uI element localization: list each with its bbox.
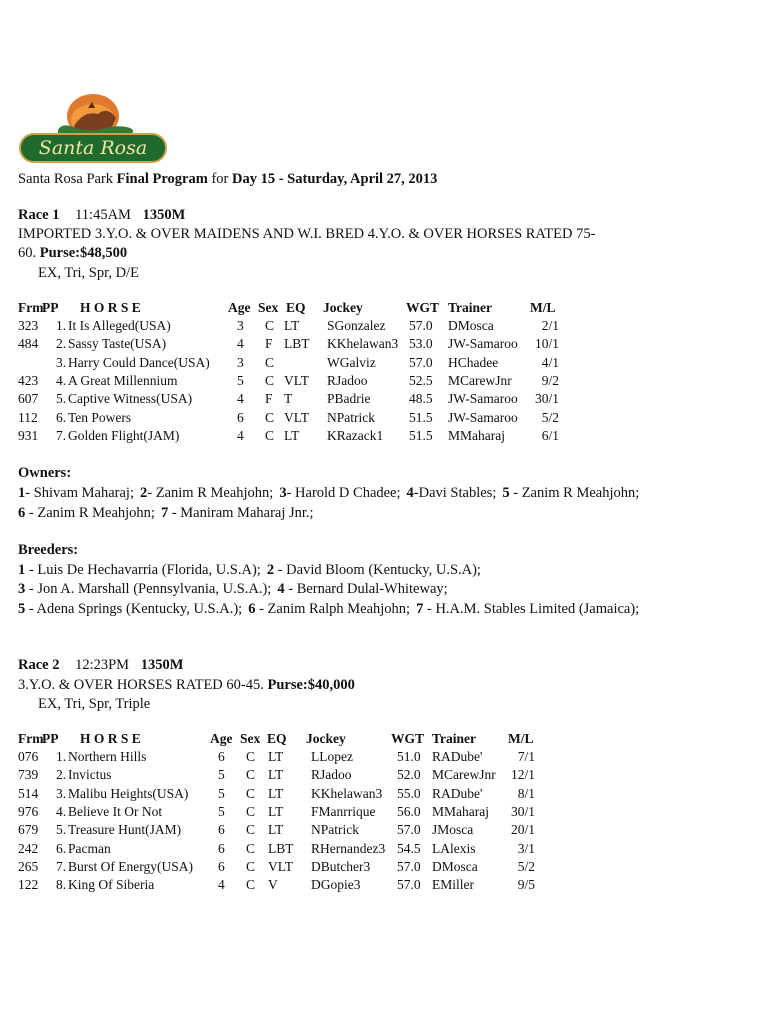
owner-entry [161,505,314,521]
owner-entry-separator: - [147,485,156,501]
breeder-entry-name: H.A.M. Stables Limited (Jamaica); [435,601,640,617]
cell-weight: 52.5 [409,372,433,388]
breeder-entry [248,601,410,617]
owner-entry-number: 6 [18,505,26,521]
cell-weight: 57.0 [397,822,421,838]
breeder-entry [18,581,271,597]
column-header-horse: H O R S E [80,731,141,746]
cell-morning-line: 5/2 [541,409,559,425]
cell-pp: 2. [56,336,67,352]
cell-sex: C [246,785,256,801]
cell-sex: C [246,767,256,783]
race1-conditions-line2 [18,244,127,262]
cell-trainer: MMaharaj [432,803,489,819]
breeders-line1 [18,561,481,579]
cell-horse: Pacman [68,840,111,856]
breeder-entry-name: Luis De Hechavarria (Florida, U.S.A); [37,562,261,578]
owner-entry-number: 3 [279,485,287,501]
breeder-entry [277,581,447,597]
cell-pp: 1. [56,318,67,333]
cell-weight: 57.0 [409,318,433,333]
race1-purse-label: Purse: [39,245,81,261]
cell-trainer: EMiller [432,877,474,893]
owner-entry [502,485,639,501]
breeder-entry-name: Jon A. Marshall (Pennsylvania, U.S.A.); [37,581,272,597]
cell-morning-line: 9/2 [541,372,559,388]
cell-jockey: RJadoo [311,767,352,783]
table-row [18,373,578,391]
logo-text: Santa Rosa [38,137,148,159]
column-header-sex: Sex [258,300,279,315]
cell-trainer: JW-Samaroo [448,391,518,407]
owners-heading: Owners: [18,465,72,481]
table-row [18,822,578,840]
cell-trainer: HChadee [448,354,499,370]
breeders-line2 [18,580,448,598]
cell-weight: 51.5 [409,409,433,425]
table-row [18,767,578,785]
race1-bets: EX, Tri, Spr, D/E [38,265,139,281]
cell-eq: V [268,877,278,893]
breeder-entry-name: David Bloom (Kentucky, U.S.A); [286,562,481,578]
cell-pp: 5. [56,822,67,838]
cell-weight: 53.0 [409,336,433,352]
cell-eq: LT [268,749,284,764]
table-header [18,731,578,749]
cell-horse: A Great Millennium [68,372,178,388]
cell-eq: LT [284,318,300,333]
breeder-entry-separator: - [255,601,268,617]
cell-horse: It Is Alleged(USA) [68,318,171,333]
cell-jockey: NPatrick [311,822,359,838]
owner-entry-name: Davi Stables; [418,485,497,501]
cell-sex: C [265,427,275,443]
race1-conditions-line1: IMPORTED 3.Y.O. & OVER MAIDENS AND W.I. BRED 4.Y.O. & OVER HORSES RATED 75- [18,226,596,242]
cell-sex: C [246,840,256,856]
cell-weight: 48.5 [409,391,433,407]
cell-pp: 7. [56,427,67,443]
table-row [18,410,578,428]
cell-pp: 3. [56,354,67,370]
race2-header [18,656,183,674]
cell-age: 4 [237,336,244,352]
race2-time: 12:23PM [75,657,130,673]
cell-eq: VLT [284,372,310,388]
cell-morning-line: 7/1 [517,749,535,764]
cell-form: 265 [18,858,39,874]
breeder-entry-separator: - [25,601,37,617]
day-date: Day 15 - Saturday, April 27, 2013 [232,171,438,187]
cell-horse: Golden Flight(JAM) [68,427,180,443]
cell-sex: C [246,749,256,764]
cell-morning-line: 30/1 [534,391,559,407]
race1-header [18,206,185,224]
cell-form: 739 [18,767,39,783]
cell-eq: VLT [284,409,310,425]
column-header-ml: M/L [530,300,556,315]
cell-pp: 8. [56,877,67,893]
cell-trainer: RADube' [432,749,483,764]
cell-age: 3 [237,318,244,333]
cell-form: 112 [18,409,38,425]
owner-entry-name: Zanim R Meahjohn; [521,485,640,501]
cell-horse: Believe It Or Not [68,803,163,819]
breeder-entry-number: 2 [266,562,275,578]
owner-entry-number: 4 [406,485,414,501]
for-word: for [211,171,229,187]
cell-pp: 7. [56,858,67,874]
cell-morning-line: 8/1 [517,785,535,801]
race2-bets: EX, Tri, Spr, Triple [38,696,151,712]
cell-eq: LT [268,767,284,783]
cell-weight: 57.0 [397,858,421,874]
cell-sex: C [265,372,275,388]
table-row [18,355,578,373]
table-row [18,318,578,336]
cell-morning-line: 30/1 [510,803,535,819]
cell-trainer: JW-Samaroo [448,409,518,425]
cell-horse: Captive Witness(USA) [68,391,193,407]
column-header-trainer: Trainer [432,731,476,746]
table-row [18,786,578,804]
owner-entry [407,485,497,501]
breeders-heading: Breeders: [18,542,79,558]
cell-morning-line: 5/2 [517,858,535,874]
cell-sex: F [265,336,273,352]
breeder-entry-number: 6 [248,601,256,617]
column-header-ml: M/L [508,731,534,746]
breeder-entry [18,601,242,617]
breeder-entry-separator: - [25,581,38,597]
race2-distance: 1350M [140,657,184,673]
cell-pp: 6. [56,840,67,856]
column-header-frm: Frm [18,300,44,315]
cell-age: 6 [237,409,244,425]
cell-eq: LBT [284,336,310,352]
cell-age: 4 [237,391,244,407]
cell-age: 5 [237,372,244,388]
cell-form: 931 [18,427,39,443]
cell-eq: LT [268,785,284,801]
cell-age: 4 [237,427,244,443]
breeder-entry [18,562,261,578]
cell-form: 679 [18,822,39,838]
column-header-age: Age [228,300,251,315]
cell-trainer: MMaharaj [448,427,505,443]
owner-entry-separator: - [286,485,296,501]
owner-entry-number: 2 [140,485,148,501]
cell-horse: King Of Siberia [68,877,155,893]
cell-pp: 1. [56,749,67,764]
cell-form: 242 [18,840,39,856]
cell-age: 6 [218,858,225,874]
cell-form: 076 [18,749,39,764]
cell-sex: C [246,803,256,819]
race1-label: Race 1 [18,207,60,223]
cell-weight: 57.0 [397,877,421,893]
cell-eq: LBT [268,840,294,856]
cell-morning-line: 2/1 [541,318,559,333]
owner-entry-separator: - [413,485,419,501]
owner-entry-number: 7 [160,505,169,521]
cell-horse: Ten Powers [68,409,132,425]
cell-trainer: JMosca [432,822,474,838]
breeder-entry [416,601,639,617]
cell-sex: C [246,877,256,893]
owner-entry [18,505,155,521]
breeder-entry-number: 4 [277,581,285,597]
column-header-trainer: Trainer [448,300,492,315]
cell-morning-line: 20/1 [510,822,535,838]
cell-age: 6 [218,822,225,838]
cell-age: 5 [218,803,225,819]
breeders-line3 [18,600,639,618]
cell-trainer: RADube' [432,785,483,801]
cell-form: 514 [18,785,39,801]
cell-jockey: RHernandez3 [311,840,386,856]
table-header [18,300,578,318]
table-row [18,859,578,877]
cell-horse: Invictus [68,767,112,783]
cell-form: 122 [18,877,39,893]
owner-entry-separator: - [25,485,34,501]
race2-conditions-text: 3.Y.O. & OVER HORSES RATED 60-45. [18,677,264,693]
cell-horse: Treasure Hunt(JAM) [68,822,182,838]
breeder-entry-name: Zanim Ralph Meahjohn; [267,601,411,617]
race1-purse: $48,500 [80,245,128,261]
cell-eq: LT [268,803,284,819]
breeder-entry-number: 7 [416,601,424,617]
table-row [18,804,578,822]
park-name: Santa Rosa Park [18,171,114,187]
cell-horse: Northern Hills [68,749,147,764]
cell-jockey: SGonzalez [327,318,386,333]
breeder-entry-number: 5 [18,601,26,617]
cell-morning-line: 10/1 [534,336,559,352]
cell-sex: C [265,409,275,425]
column-header-pp: PP [42,731,59,746]
owner-entry-name: Shivam Maharaj; [33,485,134,501]
cell-jockey: NPatrick [327,409,375,425]
owner-entry-separator: - [25,505,38,521]
table-row [18,428,578,446]
cell-sex: F [265,391,273,407]
column-header-jockey: Jockey [323,300,363,315]
cell-trainer: JW-Samaroo [448,336,518,352]
table-row [18,336,578,354]
cell-weight: 56.0 [397,803,421,819]
cell-eq: VLT [268,858,294,874]
cell-weight: 57.0 [409,354,433,370]
breeder-entry-name: Bernard Dulal-Whiteway; [296,581,448,597]
cell-trainer: MCarewJnr [432,767,496,783]
cell-pp: 3. [56,785,67,801]
breeder-entry-number: 3 [18,581,26,597]
cell-morning-line: 6/1 [541,427,559,443]
cell-jockey: KRazack1 [327,427,384,443]
cell-horse: Malibu Heights(USA) [68,785,189,801]
cell-jockey: WGalviz [327,354,376,370]
cell-eq: T [284,391,293,407]
cell-horse: Burst Of Energy(USA) [68,858,193,874]
cell-eq: LT [268,822,284,838]
owner-entry-name: Harold D Chadee; [295,485,401,501]
cell-jockey: LLopez [311,749,353,764]
table-row [18,391,578,409]
column-header-wgt: WGT [391,731,425,746]
race2-purse: $40,000 [307,677,355,693]
cell-jockey: RJadoo [327,372,368,388]
column-header-pp: PP [42,300,59,315]
cell-age: 6 [218,840,225,856]
owner-entry-name: Zanim R Meahjohn; [155,485,274,501]
owner-entry-name: Maniram Maharaj Jnr.; [180,505,314,521]
table-row [18,841,578,859]
cell-jockey: KKhelawan3 [311,785,383,801]
cell-weight: 52.0 [397,767,421,783]
breeder-entry-separator: - [274,562,287,578]
cell-pp: 6. [56,409,67,425]
column-header-jockey: Jockey [306,731,346,746]
table-row [18,877,578,895]
cell-weight: 54.5 [397,840,421,856]
cell-form: 323 [18,318,39,333]
owner-entry [18,485,134,501]
owners-line2 [18,504,314,522]
race1-time: 11:45AM [75,207,131,223]
owner-entry-separator: - [509,485,522,501]
cell-weight: 51.5 [409,427,433,443]
cell-pp: 4. [56,803,67,819]
cell-age: 4 [218,877,225,893]
cell-form: 976 [18,803,39,819]
cell-trainer: MCarewJnr [448,372,512,388]
breeder-entry-separator: - [25,562,38,578]
column-header-eq: EQ [286,300,306,315]
cell-age: 6 [218,749,225,764]
cell-jockey: PBadrie [327,391,371,407]
cell-pp: 5. [56,391,67,407]
cell-morning-line: 3/1 [517,840,535,856]
cell-morning-line: 9/5 [517,877,535,893]
column-header-frm: Frm [18,731,44,746]
race1-conditions-end: 60. [18,245,37,261]
final-program-label: Final Program [116,171,208,187]
owner-entry-name: Zanim R Meahjohn; [37,505,155,521]
cell-sex: C [265,318,275,333]
breeder-entry [267,562,481,578]
cell-morning-line: 4/1 [541,354,559,370]
owner-entry [279,485,400,501]
cell-jockey: FManrrique [311,803,376,819]
cell-form: 607 [18,391,39,407]
cell-pp: 4. [56,372,67,388]
column-header-age: Age [210,731,233,746]
cell-jockey: KKhelawan3 [327,336,399,352]
table-row [18,749,578,767]
owner-entry [140,485,273,501]
cell-trainer: DMosca [448,318,494,333]
cell-jockey: DButcher3 [311,858,371,874]
owner-entry-number: 5 [502,485,510,501]
cell-age: 5 [218,767,225,783]
cell-trainer: LAlexis [432,840,476,856]
cell-sex: C [265,354,275,370]
column-header-eq: EQ [267,731,287,746]
cell-trainer: DMosca [432,858,478,874]
column-header-sex: Sex [240,731,261,746]
program-title [18,170,437,188]
race2-conditions [18,676,355,694]
column-header-wgt: WGT [406,300,440,315]
cell-age: 5 [218,785,225,801]
column-header-horse: H O R S E [80,300,141,315]
cell-weight: 51.0 [397,749,421,764]
owner-entry-separator: - [168,505,181,521]
breeder-entry-name: Adena Springs (Kentucky, U.S.A.); [36,601,243,617]
cell-horse: Harry Could Dance(USA) [68,354,210,370]
santa-rosa-logo [18,92,168,164]
race1-distance: 1350M [142,207,186,223]
cell-morning-line: 12/1 [510,767,535,783]
breeder-entry-number: 1 [18,562,26,578]
cell-sex: C [246,858,256,874]
cell-sex: C [246,822,256,838]
breeder-entry-separator: - [284,581,297,597]
race2-purse-label: Purse: [267,677,308,693]
cell-age: 3 [237,354,244,370]
cell-jockey: DGopie3 [311,877,361,893]
owners-line1 [18,484,639,502]
cell-weight: 55.0 [397,785,421,801]
breeder-entry-separator: - [423,601,436,617]
cell-eq: LT [284,427,300,443]
race2-label: Race 2 [18,657,60,673]
cell-form: 423 [18,372,39,388]
cell-pp: 2. [56,767,67,783]
cell-horse: Sassy Taste(USA) [68,336,167,352]
owner-entry-number: 1 [18,485,26,501]
cell-form: 484 [18,336,39,352]
